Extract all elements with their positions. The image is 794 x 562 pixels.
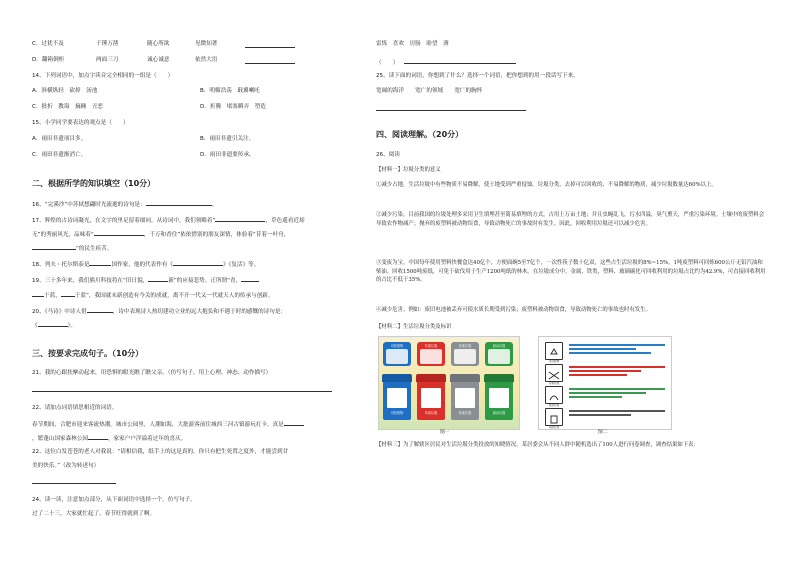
question-22-text-2: ，繁蓬山国家森林公园 ，家家户户洋溢着过年的喜庆。 (32, 433, 186, 443)
option-c-row: C．过犹不及 千锤万凿 随心所欲 见微知著 (32, 41, 64, 48)
answer-blank[interactable] (32, 243, 76, 250)
question-17-line-3: ”的民生疾苦。 (32, 243, 112, 253)
question-25: 25、读下面的词语，你想到了什么？选择一个词语，把你想到的用一段话写下来。 (376, 73, 579, 79)
option-d-row: D．翻箱倒柜 两面三刀 诚心诚意 依然大语 (32, 57, 64, 64)
material-1-para-2: ②减少污染。目前我国的垃圾处理多采用卫生填埋甚至简易填埋的方式，占用上万亩土地；并且虫蝇乱飞，污水四溢，臭气熏天，严重污染环境。土壤中的废塑料会导致农作物减产；抛弃的废塑料被动物误食，导致动物死亡的事故时有发生。因此，回收利用垃圾还可以减少危害。 (376, 212, 765, 227)
sign-recyclable: 可回收物 (545, 341, 667, 360)
answer-blank[interactable] (94, 229, 144, 236)
q15-option-b: B．雨田非遗引关注。 (200, 136, 255, 142)
material-1-title: 【材料一】垃圾分类的意义 (376, 167, 441, 173)
bin-other: 其他垃圾 (451, 374, 479, 420)
question-19-line-1: 19、三十多年来，我们熊川科技将在“旧日貌， 新”的应接悲势。正所谓“青， (32, 275, 259, 285)
question-16: 16、“完溪沙”中苏轼想翩时光流逝的诗句是： 。 (32, 199, 217, 209)
answer-line[interactable] (376, 110, 526, 111)
answer-blank[interactable] (245, 57, 295, 64)
material-3-text: 【材料三】为了解辖区居民对生活垃圾分类投放的知晓情况，某居委会从不同人群中随机选出了100人进行问卷调查，调查结果如下表： (376, 442, 699, 448)
q14-option-a: A．斜横纵轻 砍掉 汤池 (32, 88, 98, 94)
material-2-title: 【材料二】生活垃圾分类及标识 (376, 324, 452, 330)
bin-recyclable: 可回收物 (383, 374, 411, 420)
section-2-heading: 二、根据所学的知识填空（10分） (32, 179, 156, 188)
question-23-line-1: 22、这位白发苍苍的老人对我说：“请相信我，纸手上的这是真的。你只有把生死置之度外，才能尝到甘 (32, 449, 289, 455)
figure-1-bins-illustration (378, 336, 520, 430)
q15-option-d: D．雨田非遗要传承。 (200, 152, 255, 158)
sign-food-waste: 厨余垃圾 (545, 385, 667, 404)
sign-other-waste: 其他垃圾 (545, 407, 667, 426)
q15-option-a: A．雨田非遗项目多。 (32, 136, 87, 142)
food-waste-icon (545, 386, 563, 404)
category-card-food: 厨余垃圾 (485, 342, 513, 366)
answer-blank[interactable] (38, 320, 68, 327)
answer-blank[interactable] (89, 259, 111, 266)
answer-blank[interactable] (148, 275, 168, 282)
answer-blank[interactable] (215, 215, 265, 222)
answer-line[interactable] (32, 391, 332, 392)
question-15: 15、小学同学要表达的观点是（ ） (32, 120, 129, 126)
section-3-heading: 三、按要求完成句子。（10分） (32, 349, 144, 358)
question-20-line-1: 20、《马诗》中诗人借 ，诗中表现诗人热切建功立业的远大抱负和不遇于时的感慨的诗句是： (32, 306, 286, 316)
question-18: 18、列夫・托尔斯泰是 国作家，他的代表作有《 》《复活》等。 (32, 259, 259, 269)
answer-blank[interactable] (173, 259, 223, 266)
question-14: 14、下列词语中，加点字读音完全相同的一组是（ ） (32, 73, 174, 79)
answer-blank[interactable] (88, 433, 108, 440)
other-waste-icon (545, 408, 563, 426)
material-1-para-3: ③变废为宝。中国每年使用塑料快餐盒达40亿个，方便面碗5至7亿个，一次性筷子数十亿双，这些占生活垃圾的8%~15%。1吨废塑料可回炼600公斤无铅汽油和柴油。回收1500吨废纸，可免于砍伐用于生产1200吨纸的林木。在垃圾成分中，金属、铁类、塑料、玻璃碳化可回收利用的垃圾占比约为42.9%，可直接回收利用的占比不低于35%。 (376, 260, 766, 283)
answer-blank[interactable] (32, 290, 44, 297)
answer-blank[interactable] (146, 199, 212, 206)
answer-line[interactable] (32, 483, 116, 484)
hazard-icon (545, 364, 563, 382)
q14-option-d: D．折腾 堵塞瞬弄 塑造 (200, 104, 266, 110)
answer-blank[interactable] (284, 419, 304, 426)
category-card-hazardous: 有害垃圾 (417, 342, 445, 366)
question-17-line-1: 17、辉煌的古诗词凝光，在文字的里足留着细同。从诗词中，我们领略着“ ，草色遥看近却 (32, 215, 305, 225)
question-22: 22、请加点词语填思相近的词语。 (32, 405, 118, 411)
answer-blank[interactable] (61, 290, 75, 297)
question-26: 26、阅读 (376, 152, 400, 158)
recycle-icon (545, 342, 563, 360)
question-19-line-2: 于蓝， 于蓝”，我国就未新创造有今关的成就，离不开一代又一代就天人的传承与创新。 (32, 290, 273, 300)
material-1-para-1: ①减少占地。生活垃圾中有些物质不易降解，使土地受到严重侵蚀。垃圾分类，去掉可以回收的、不易降解的物质，减少垃圾数量达60%以上。 (376, 182, 717, 188)
question-21: 21、我的心跟扶摩动起来，用恐惧的眼光瞧了瞧父亲。（仿写句子，用上心理、神态、动作描写） (32, 370, 272, 376)
question-24: 24、读一读，注意加点部分，从下面词语中选择一个，仿写句子。 (32, 497, 196, 503)
question-23-line-2: 美的快乐。”（改为转述句） (32, 463, 100, 469)
bin-food: 厨余垃圾 (485, 374, 513, 420)
q15-option-c: C．雨田非遗渐消亡。 (32, 152, 87, 158)
question-22-text-1: 春节期间，合肥市迎来客流热潮。城市公园里，人潮如海，大批游客前往城西三河古镇游玩打卡，真是 (32, 419, 304, 429)
figure-2-signs (538, 336, 672, 430)
material-1-para-4: ④减少危害。例如：废旧电池被丢弃可使水质长期受到污染；废塑料被动物误食，导致动物死亡的事故也时有发生。 (376, 307, 651, 313)
section-4-heading: 四、阅读理解。（20分） (376, 130, 464, 139)
question-17-line-2: 无”的秀丽风光，品味着“ ，千万和香住”依依惜别的朋友深情，体验着“昔着一叶舟， (32, 229, 289, 239)
answer-blank[interactable] (241, 275, 259, 282)
answer-blank[interactable] (404, 57, 516, 64)
word-list: 雷炼 喜欢 厉肠 盼望 薄 (376, 41, 449, 47)
category-card-recyclable: 可回收物 (383, 342, 411, 366)
answer-blank[interactable] (245, 41, 295, 48)
category-card-other: 其他垃圾 (451, 342, 479, 366)
bin-hazardous: 有害垃圾 (417, 374, 445, 420)
question-24-sentence: 过了二十三，大家就忙起了，春节旺得就到了啊。 (32, 511, 156, 517)
q14-option-b: B．明媚浩荡 戢翼喇吒 (200, 88, 260, 94)
sign-hazardous: 有害垃圾 (545, 363, 667, 382)
figure-2-caption: 图二 (598, 430, 608, 435)
question-25-words: 宽阔的海洋 宽广的领域 宽广的胸怀 (376, 88, 483, 94)
q14-option-c: C．批折 教诲 摘踵 丑恶 (32, 104, 104, 110)
figure-1-caption: 图一 (440, 430, 450, 435)
answer-blank[interactable] (87, 306, 113, 313)
paren-row: （ ） (376, 57, 516, 67)
question-20-line-2: 《 》。 (32, 320, 76, 330)
